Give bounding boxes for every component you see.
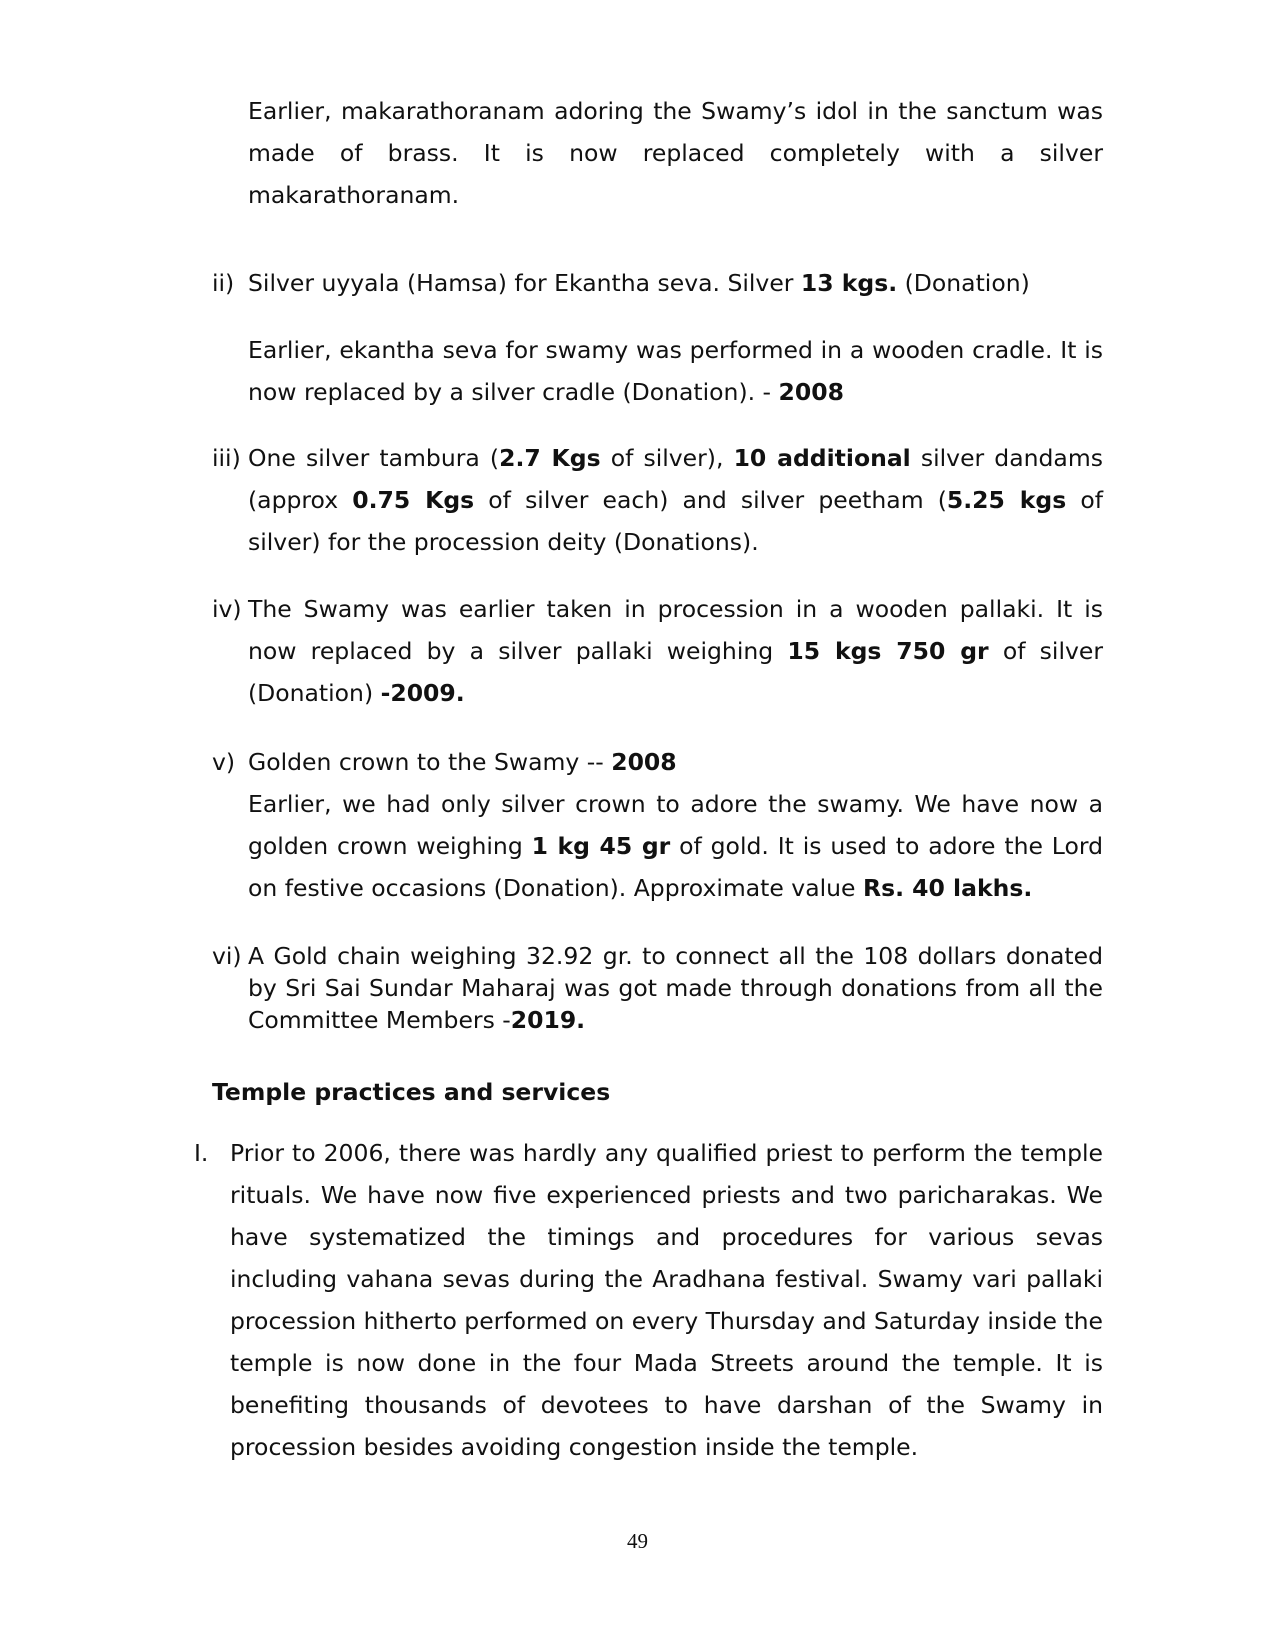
item-label-iv: iv) — [212, 595, 242, 623]
item-label-v: v) — [212, 748, 236, 776]
section-heading: Temple practices and services — [212, 1078, 611, 1106]
item-label-I: I. — [194, 1139, 209, 1167]
item-label-ii: ii) — [212, 269, 235, 297]
page-number: 49 — [627, 1529, 648, 1553]
item-iv-text: The Swamy was earlier taken in procession in a wooden pallaki. It is now replaced by a silver pallaki weighing 15 kgs 750 gr of silver (Donation) -2009. — [248, 595, 1104, 707]
item-ii-line: Silver uyyala (Hamsa) for Ekantha seva. Silver 13 kgs. (Donation) — [248, 269, 1030, 297]
item-v-detail: Earlier, we had only silver crown to adore the swamy. We have now a golden crown weighing 1 kg 45 gr of gold. It is used to adore the Lord on festive occasions (Donation). Approximate value Rs. 40 lakhs. — [248, 790, 1104, 902]
item-label-iii: iii) — [212, 444, 241, 472]
item-label-vi: vi) — [212, 942, 242, 970]
item-iii-text: One silver tambura (2.7 Kgs of silver), 10 additional silver dandams (approx 0.75 Kgs of silver each) and silver peetham (5.25 kgs of silver) for the procession deity (Donations). — [248, 444, 1103, 556]
item-v-line: Golden crown to the Swamy -- 2008 — [248, 748, 677, 776]
item-vi-text: A Gold chain weighing 32.92 gr. to connect all the 108 dollars donated by Sri Sai Sundar Maharaj was got made through donations from all the Committee Members -2019. — [248, 942, 1103, 1034]
item-ii-detail: Earlier, ekantha seva for swamy was performed in a wooden cradle. It is now replaced by a silver cradle (Donation). - 2008 — [248, 336, 1103, 406]
item-I-text: Prior to 2006, there was hardly any qualified priest to perform the temple rituals. We have now five experienced priests and two paricharakas. We have systematized the timings and procedures for various sevas including vahana sevas during the Aradhana festival. Swamy vari pallaki procession hitherto performed on every Thursday and Saturday inside the temple is now done in the four Mada Streets around the temple. It is benefiting thousands of devotees to have darshan of the Swamy in procession besides avoiding congestion inside the temple. — [230, 1139, 1103, 1461]
paragraph-makarathoranam: Earlier, makarathoranam adoring the Swamy’s idol in the sanctum was made of brass. It is now replaced completely with a silver makarathoranam. — [248, 97, 1103, 209]
